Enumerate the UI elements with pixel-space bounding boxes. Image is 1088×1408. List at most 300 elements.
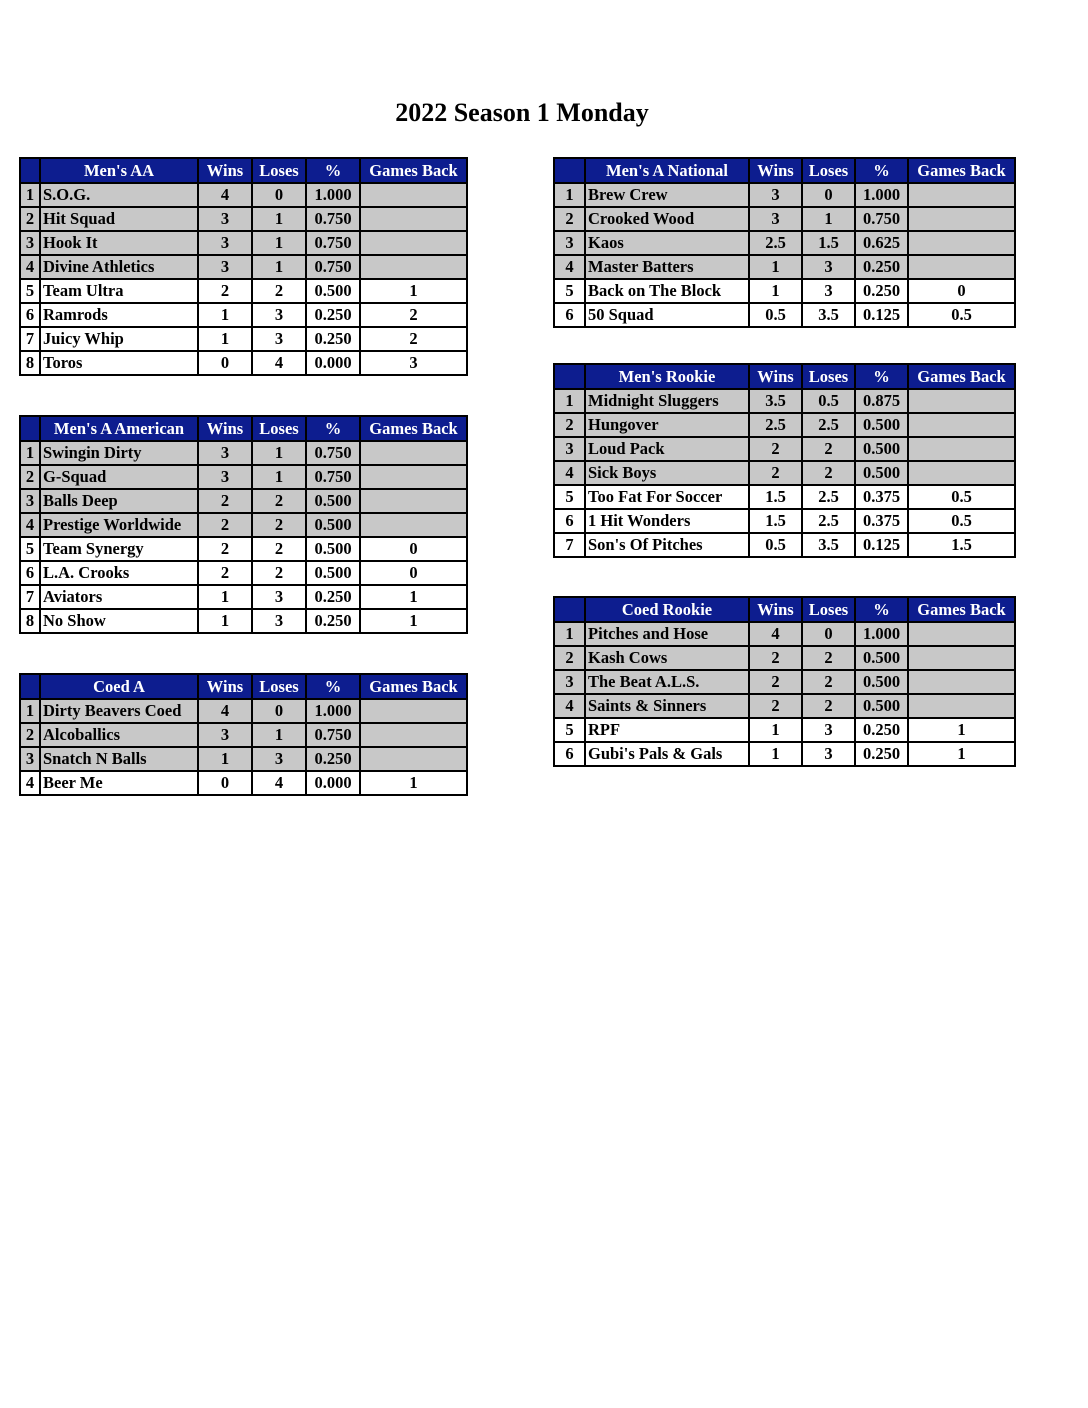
- rank-cell: 3: [554, 231, 585, 255]
- team-name-cell: Balls Deep: [40, 489, 198, 513]
- pct-cell: 0.750: [306, 255, 360, 279]
- pct-cell: 0.000: [306, 351, 360, 375]
- loses-cell: 4: [252, 351, 306, 375]
- rank-cell: 2: [554, 207, 585, 231]
- rank-cell: 2: [20, 723, 40, 747]
- pct-cell: 0.500: [306, 561, 360, 585]
- games-back-header: Games Back: [360, 416, 467, 441]
- rank-cell: 6: [20, 303, 40, 327]
- pct-cell: 0.250: [306, 327, 360, 351]
- games-back-cell: 0: [908, 279, 1015, 303]
- pct-header: %: [855, 597, 908, 622]
- rank-cell: 2: [554, 646, 585, 670]
- games-back-cell: [908, 646, 1015, 670]
- loses-cell: 1: [252, 207, 306, 231]
- team-name-cell: Toros: [40, 351, 198, 375]
- table-row: [554, 207, 1015, 231]
- standings-table-coed-rookie: [553, 596, 1016, 767]
- table-row: [554, 303, 1015, 327]
- pct-cell: 1.000: [855, 622, 908, 646]
- pct-cell: 0.250: [855, 255, 908, 279]
- rank-header: [20, 674, 40, 699]
- pct-header: %: [306, 674, 360, 699]
- wins-cell: 2: [198, 561, 252, 585]
- team-name-cell: RPF: [585, 718, 749, 742]
- loses-cell: 3: [252, 609, 306, 633]
- loses-header: Loses: [252, 674, 306, 699]
- team-name-cell: Midnight Sluggers: [585, 389, 749, 413]
- games-back-cell: 3: [360, 351, 467, 375]
- loses-cell: 2: [802, 437, 855, 461]
- wins-header: Wins: [198, 674, 252, 699]
- games-back-cell: [360, 747, 467, 771]
- games-back-cell: [908, 437, 1015, 461]
- team-name-cell: Too Fat For Soccer: [585, 485, 749, 509]
- pct-cell: 0.750: [306, 231, 360, 255]
- table-row: [20, 183, 467, 207]
- loses-cell: 2: [252, 279, 306, 303]
- team-name-cell: Kash Cows: [585, 646, 749, 670]
- loses-cell: 3: [802, 718, 855, 742]
- games-back-cell: 0.5: [908, 303, 1015, 327]
- wins-cell: 2.5: [749, 231, 802, 255]
- loses-cell: 2: [252, 489, 306, 513]
- pct-cell: 0.000: [306, 771, 360, 795]
- wins-header: Wins: [749, 364, 802, 389]
- pct-cell: 0.250: [855, 718, 908, 742]
- rank-cell: 4: [554, 255, 585, 279]
- rank-cell: 6: [20, 561, 40, 585]
- rank-cell: 2: [554, 413, 585, 437]
- team-name-cell: The Beat A.L.S.: [585, 670, 749, 694]
- wins-cell: 4: [749, 622, 802, 646]
- loses-cell: 3.5: [802, 533, 855, 557]
- table-row: [554, 533, 1015, 557]
- loses-header: Loses: [252, 416, 306, 441]
- games-back-cell: [360, 723, 467, 747]
- rank-cell: 1: [20, 183, 40, 207]
- wins-cell: 1: [749, 255, 802, 279]
- team-name-cell: Snatch N Balls: [40, 747, 198, 771]
- standings-table-mens-rookie: [553, 363, 1016, 558]
- standings-table-mens-a-national: [553, 157, 1016, 328]
- loses-cell: 3.5: [802, 303, 855, 327]
- wins-cell: 3.5: [749, 389, 802, 413]
- rank-cell: 1: [20, 699, 40, 723]
- rank-cell: 4: [554, 694, 585, 718]
- team-name-cell: Son's Of Pitches: [585, 533, 749, 557]
- pct-cell: 0.375: [855, 509, 908, 533]
- pct-cell: 0.500: [855, 646, 908, 670]
- rank-cell: 5: [20, 537, 40, 561]
- loses-header: Loses: [802, 158, 855, 183]
- rank-cell: 5: [20, 279, 40, 303]
- team-name-cell: Pitches and Hose: [585, 622, 749, 646]
- division-name: Men's A National: [585, 158, 749, 183]
- table-row: [554, 231, 1015, 255]
- rank-cell: 3: [554, 437, 585, 461]
- games-back-cell: [908, 389, 1015, 413]
- header-row: [20, 674, 467, 699]
- loses-cell: 2.5: [802, 509, 855, 533]
- pct-cell: 0.500: [306, 537, 360, 561]
- team-name-cell: Juicy Whip: [40, 327, 198, 351]
- pct-cell: 0.250: [306, 585, 360, 609]
- games-back-cell: [360, 183, 467, 207]
- pct-cell: 0.250: [855, 279, 908, 303]
- games-back-cell: [360, 231, 467, 255]
- loses-cell: 2: [802, 461, 855, 485]
- loses-cell: 1: [252, 723, 306, 747]
- table-row: [554, 670, 1015, 694]
- pct-cell: 0.500: [855, 694, 908, 718]
- wins-cell: 1: [198, 327, 252, 351]
- games-back-cell: 1: [360, 279, 467, 303]
- rank-cell: 1: [20, 441, 40, 465]
- table-row: [554, 413, 1015, 437]
- games-back-cell: [360, 255, 467, 279]
- loses-cell: 0: [252, 183, 306, 207]
- games-back-cell: [360, 441, 467, 465]
- table-row: [20, 279, 467, 303]
- wins-cell: 0.5: [749, 533, 802, 557]
- table-row: [20, 207, 467, 231]
- rank-cell: 6: [554, 509, 585, 533]
- loses-cell: 1.5: [802, 231, 855, 255]
- table-row: [554, 718, 1015, 742]
- loses-cell: 3: [802, 279, 855, 303]
- team-name-cell: S.O.G.: [40, 183, 198, 207]
- games-back-cell: 0: [360, 561, 467, 585]
- wins-cell: 2: [749, 437, 802, 461]
- division-name: Coed A: [40, 674, 198, 699]
- table-row: [20, 465, 467, 489]
- games-back-cell: [908, 207, 1015, 231]
- pct-cell: 0.875: [855, 389, 908, 413]
- rank-header: [554, 597, 585, 622]
- wins-header: Wins: [198, 158, 252, 183]
- rank-cell: 2: [20, 207, 40, 231]
- wins-cell: 2: [198, 537, 252, 561]
- table-row: [20, 231, 467, 255]
- team-name-cell: No Show: [40, 609, 198, 633]
- loses-cell: 3: [802, 742, 855, 766]
- team-name-cell: Brew Crew: [585, 183, 749, 207]
- rank-cell: 1: [554, 389, 585, 413]
- loses-header: Loses: [802, 597, 855, 622]
- wins-cell: 1: [749, 742, 802, 766]
- rank-header: [20, 158, 40, 183]
- rank-cell: 3: [20, 747, 40, 771]
- team-name-cell: Hook It: [40, 231, 198, 255]
- wins-cell: 1: [198, 609, 252, 633]
- games-back-cell: [908, 670, 1015, 694]
- rank-cell: 7: [20, 327, 40, 351]
- loses-cell: 3: [252, 303, 306, 327]
- rank-cell: 5: [554, 279, 585, 303]
- wins-header: Wins: [749, 597, 802, 622]
- team-name-cell: Gubi's Pals & Gals: [585, 742, 749, 766]
- loses-cell: 2: [252, 513, 306, 537]
- team-name-cell: Back on The Block: [585, 279, 749, 303]
- loses-header: Loses: [252, 158, 306, 183]
- table-row: [554, 694, 1015, 718]
- table-row: [20, 441, 467, 465]
- loses-cell: 1: [802, 207, 855, 231]
- team-name-cell: Aviators: [40, 585, 198, 609]
- team-name-cell: Hit Squad: [40, 207, 198, 231]
- table-row: [20, 747, 467, 771]
- games-back-cell: 1: [360, 585, 467, 609]
- pct-cell: 0.500: [855, 413, 908, 437]
- wins-cell: 2.5: [749, 413, 802, 437]
- pct-cell: 0.500: [855, 670, 908, 694]
- wins-cell: 3: [749, 207, 802, 231]
- rank-cell: 7: [554, 533, 585, 557]
- wins-cell: 3: [198, 231, 252, 255]
- pct-cell: 0.500: [306, 279, 360, 303]
- games-back-cell: 0.5: [908, 485, 1015, 509]
- loses-cell: 2.5: [802, 485, 855, 509]
- pct-cell: 0.625: [855, 231, 908, 255]
- table-row: [554, 389, 1015, 413]
- loses-cell: 2: [802, 646, 855, 670]
- header-row: [20, 158, 467, 183]
- pct-cell: 0.125: [855, 303, 908, 327]
- wins-cell: 2: [749, 461, 802, 485]
- table-row: [554, 742, 1015, 766]
- games-back-header: Games Back: [360, 158, 467, 183]
- games-back-cell: [908, 231, 1015, 255]
- pct-cell: 0.375: [855, 485, 908, 509]
- rank-cell: 6: [554, 742, 585, 766]
- wins-cell: 1: [198, 303, 252, 327]
- loses-header: Loses: [802, 364, 855, 389]
- rank-cell: 8: [20, 351, 40, 375]
- pct-header: %: [855, 158, 908, 183]
- team-name-cell: Hungover: [585, 413, 749, 437]
- table-row: [20, 609, 467, 633]
- table-row: [20, 489, 467, 513]
- wins-cell: 4: [198, 699, 252, 723]
- table-row: [20, 585, 467, 609]
- table-row: [554, 279, 1015, 303]
- wins-cell: 2: [749, 670, 802, 694]
- team-name-cell: 1 Hit Wonders: [585, 509, 749, 533]
- loses-cell: 3: [252, 327, 306, 351]
- rank-cell: 3: [554, 670, 585, 694]
- table-row: [554, 509, 1015, 533]
- standings-table-mens-a-american: [19, 415, 468, 634]
- loses-cell: 2: [802, 670, 855, 694]
- games-back-cell: [908, 622, 1015, 646]
- division-name: Men's Rookie: [585, 364, 749, 389]
- loses-cell: 1: [252, 465, 306, 489]
- games-back-header: Games Back: [360, 674, 467, 699]
- team-name-cell: Team Ultra: [40, 279, 198, 303]
- pct-cell: 0.750: [306, 465, 360, 489]
- games-back-cell: 1.5: [908, 533, 1015, 557]
- pct-cell: 0.500: [306, 513, 360, 537]
- wins-cell: 1.5: [749, 509, 802, 533]
- wins-header: Wins: [198, 416, 252, 441]
- games-back-header: Games Back: [908, 364, 1015, 389]
- rank-cell: 1: [554, 622, 585, 646]
- wins-cell: 1: [198, 585, 252, 609]
- team-name-cell: Divine Athletics: [40, 255, 198, 279]
- team-name-cell: Loud Pack: [585, 437, 749, 461]
- rank-cell: 3: [20, 231, 40, 255]
- games-back-cell: [360, 489, 467, 513]
- team-name-cell: Alcoballics: [40, 723, 198, 747]
- loses-cell: 0.5: [802, 389, 855, 413]
- pct-cell: 0.500: [855, 461, 908, 485]
- games-back-cell: [908, 694, 1015, 718]
- team-name-cell: Master Batters: [585, 255, 749, 279]
- games-back-cell: 1: [360, 771, 467, 795]
- rank-cell: 4: [20, 255, 40, 279]
- games-back-cell: [908, 255, 1015, 279]
- pct-header: %: [855, 364, 908, 389]
- loses-cell: 3: [802, 255, 855, 279]
- games-back-cell: [360, 513, 467, 537]
- games-back-cell: 0: [360, 537, 467, 561]
- team-name-cell: Prestige Worldwide: [40, 513, 198, 537]
- pct-cell: 0.250: [855, 742, 908, 766]
- standings-table-coed-a: [19, 673, 468, 796]
- table-row: [554, 255, 1015, 279]
- table-row: [554, 646, 1015, 670]
- team-name-cell: Team Synergy: [40, 537, 198, 561]
- pct-header: %: [306, 416, 360, 441]
- rank-header: [554, 158, 585, 183]
- team-name-cell: Dirty Beavers Coed: [40, 699, 198, 723]
- pct-header: %: [306, 158, 360, 183]
- table-row: [554, 622, 1015, 646]
- loses-cell: 1: [252, 231, 306, 255]
- pct-cell: 0.500: [306, 489, 360, 513]
- team-name-cell: L.A. Crooks: [40, 561, 198, 585]
- games-back-cell: [908, 413, 1015, 437]
- header-row: [554, 364, 1015, 389]
- rank-cell: 4: [20, 513, 40, 537]
- wins-cell: 1: [198, 747, 252, 771]
- team-name-cell: Ramrods: [40, 303, 198, 327]
- team-name-cell: 50 Squad: [585, 303, 749, 327]
- pct-cell: 1.000: [306, 699, 360, 723]
- rank-cell: 4: [20, 771, 40, 795]
- table-row: [20, 513, 467, 537]
- wins-cell: 4: [198, 183, 252, 207]
- loses-cell: 0: [802, 183, 855, 207]
- division-name: Coed Rookie: [585, 597, 749, 622]
- rank-cell: 5: [554, 485, 585, 509]
- rank-cell: 1: [554, 183, 585, 207]
- games-back-header: Games Back: [908, 597, 1015, 622]
- loses-cell: 0: [252, 699, 306, 723]
- rank-cell: 5: [554, 718, 585, 742]
- wins-cell: 1.5: [749, 485, 802, 509]
- pct-cell: 0.250: [306, 303, 360, 327]
- wins-cell: 2: [749, 646, 802, 670]
- rank-header: [554, 364, 585, 389]
- header-row: [554, 597, 1015, 622]
- rank-cell: 2: [20, 465, 40, 489]
- loses-cell: 2: [252, 561, 306, 585]
- table-row: [20, 351, 467, 375]
- wins-cell: 1: [749, 279, 802, 303]
- games-back-cell: 1: [908, 718, 1015, 742]
- pct-cell: 0.750: [306, 723, 360, 747]
- team-name-cell: Swingin Dirty: [40, 441, 198, 465]
- table-row: [20, 255, 467, 279]
- wins-cell: 1: [749, 718, 802, 742]
- games-back-cell: 2: [360, 327, 467, 351]
- table-row: [554, 183, 1015, 207]
- wins-cell: 0: [198, 351, 252, 375]
- division-name: Men's A American: [40, 416, 198, 441]
- pct-cell: 0.750: [306, 441, 360, 465]
- team-name-cell: Crooked Wood: [585, 207, 749, 231]
- team-name-cell: Beer Me: [40, 771, 198, 795]
- games-back-header: Games Back: [908, 158, 1015, 183]
- pct-cell: 1.000: [306, 183, 360, 207]
- table-row: [20, 699, 467, 723]
- wins-cell: 3: [198, 441, 252, 465]
- games-back-cell: 1: [360, 609, 467, 633]
- rank-cell: 7: [20, 585, 40, 609]
- pct-cell: 0.250: [306, 609, 360, 633]
- wins-cell: 3: [198, 207, 252, 231]
- team-name-cell: Kaos: [585, 231, 749, 255]
- loses-cell: 1: [252, 441, 306, 465]
- games-back-cell: 2: [360, 303, 467, 327]
- division-name: Men's AA: [40, 158, 198, 183]
- games-back-cell: [360, 207, 467, 231]
- loses-cell: 2: [252, 537, 306, 561]
- loses-cell: 2.5: [802, 413, 855, 437]
- loses-cell: 3: [252, 585, 306, 609]
- pct-cell: 1.000: [855, 183, 908, 207]
- table-row: [554, 461, 1015, 485]
- loses-cell: 3: [252, 747, 306, 771]
- table-row: [20, 327, 467, 351]
- games-back-cell: [360, 465, 467, 489]
- games-back-cell: 0.5: [908, 509, 1015, 533]
- table-row: [20, 303, 467, 327]
- games-back-cell: [908, 461, 1015, 485]
- wins-cell: 3: [198, 723, 252, 747]
- header-row: [554, 158, 1015, 183]
- pct-cell: 0.750: [855, 207, 908, 231]
- loses-cell: 0: [802, 622, 855, 646]
- wins-cell: 2: [749, 694, 802, 718]
- wins-cell: 2: [198, 489, 252, 513]
- rank-cell: 6: [554, 303, 585, 327]
- games-back-cell: 1: [908, 742, 1015, 766]
- games-back-cell: [360, 699, 467, 723]
- pct-cell: 0.750: [306, 207, 360, 231]
- pct-cell: 0.250: [306, 747, 360, 771]
- wins-cell: 3: [749, 183, 802, 207]
- wins-cell: 2: [198, 279, 252, 303]
- loses-cell: 2: [802, 694, 855, 718]
- wins-cell: 2: [198, 513, 252, 537]
- loses-cell: 1: [252, 255, 306, 279]
- wins-cell: 3: [198, 255, 252, 279]
- table-row: [20, 723, 467, 747]
- rank-cell: 4: [554, 461, 585, 485]
